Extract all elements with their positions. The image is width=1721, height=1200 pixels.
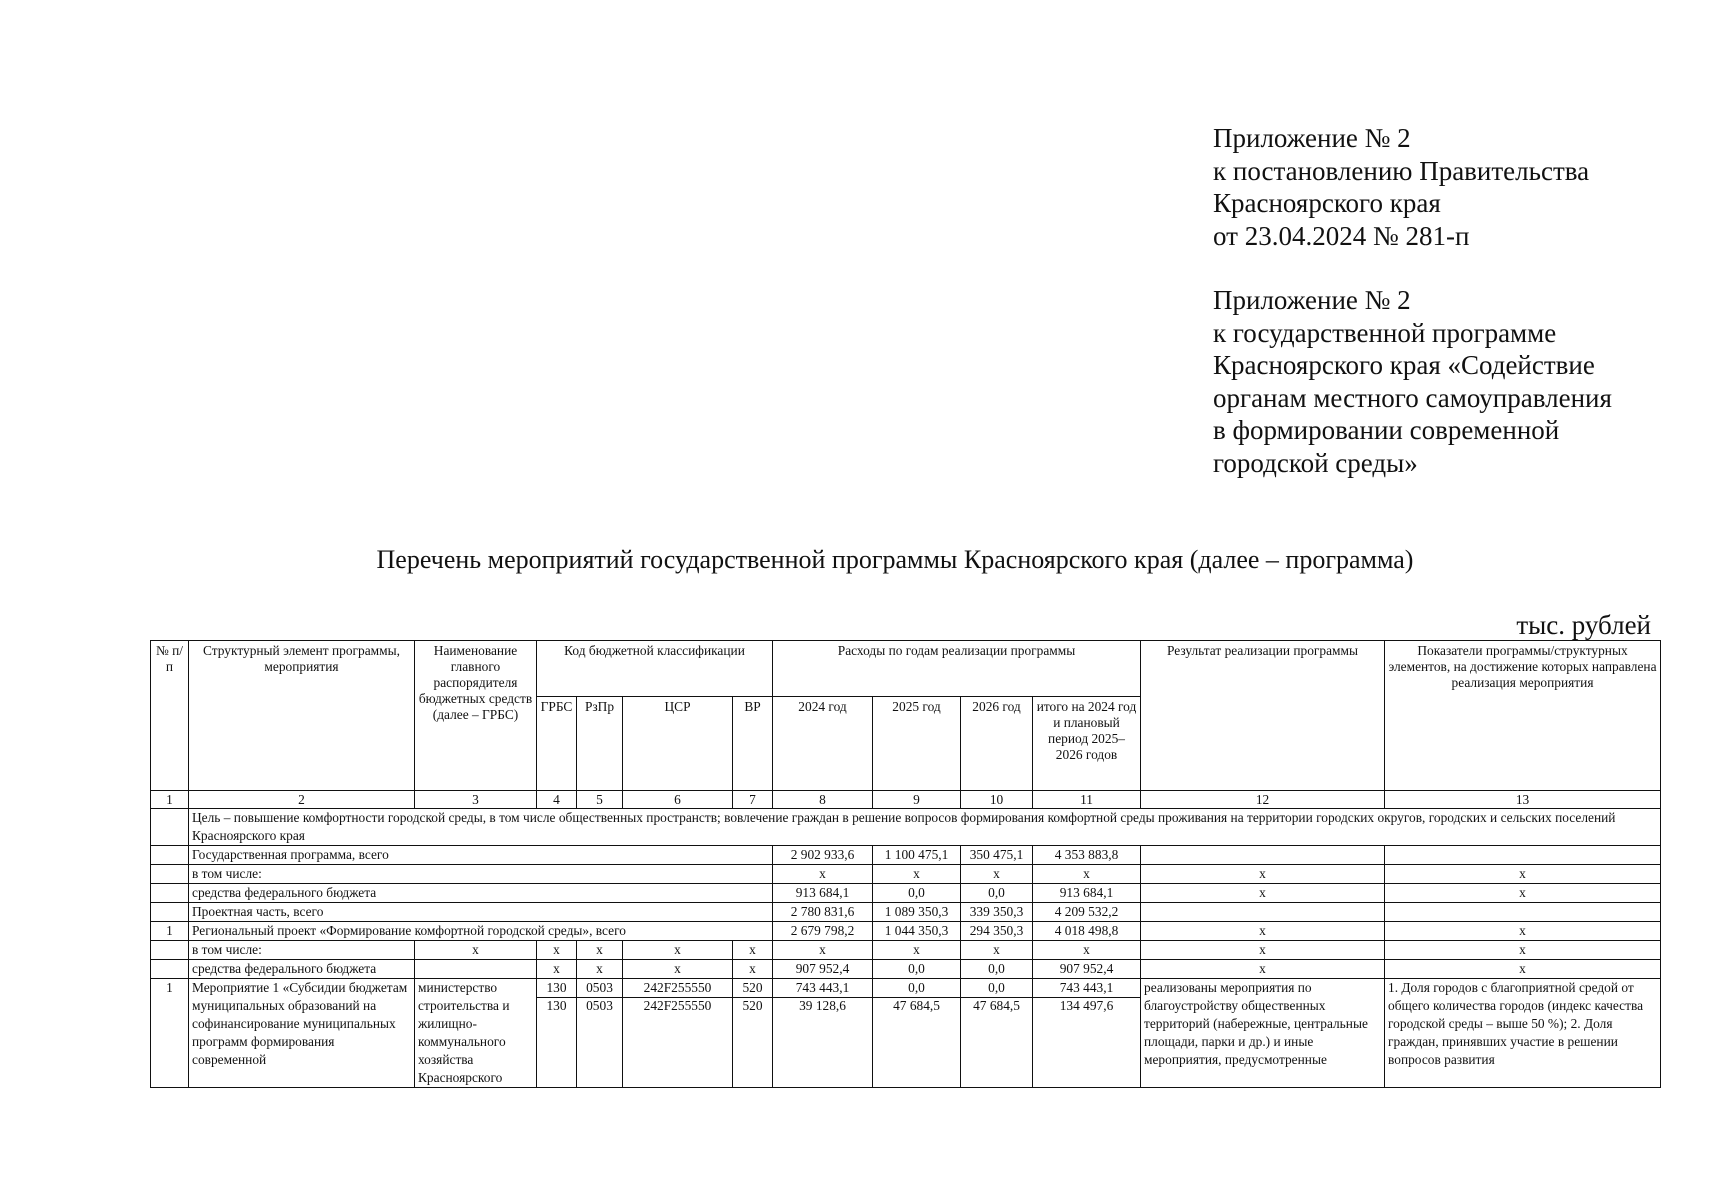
header-vr: ВР	[733, 697, 773, 791]
appendix-line: к государственной программе	[1213, 317, 1557, 348]
value-total: 4 209 532,2	[1033, 903, 1141, 922]
row-num	[151, 884, 189, 903]
goal-row	[151, 809, 1661, 846]
value-2026: x	[961, 865, 1033, 884]
value-result: x	[1141, 922, 1385, 941]
header-element: Структурный элемент программы, мероприятия	[189, 641, 415, 791]
table-row	[151, 884, 1661, 903]
appendix-line: органам местного самоуправления	[1213, 382, 1612, 413]
value-2024: 913 684,1	[773, 884, 873, 903]
value-total: 907 952,4	[1033, 960, 1141, 979]
column-number: 9	[873, 791, 961, 809]
value-2024: 907 952,4	[773, 960, 873, 979]
value-2024: 2 902 933,6	[773, 846, 873, 865]
value-csr: x	[623, 960, 733, 979]
column-number: 6	[623, 791, 733, 809]
row-num	[151, 941, 189, 960]
table-row	[151, 941, 1661, 960]
value-2025: 1 044 350,3	[873, 922, 961, 941]
header-row	[151, 641, 1661, 697]
value-2026: 0,0	[961, 960, 1033, 979]
row-label: средства федерального бюджета	[189, 960, 415, 979]
value-indicators: x	[1385, 884, 1661, 903]
value-2024: x	[773, 941, 873, 960]
value-result: x	[1141, 884, 1385, 903]
value-total: 4 018 498,8	[1033, 922, 1141, 941]
header-total: итого на 2024 год и плановый период 2025–2026 годов	[1033, 697, 1141, 791]
value-csr: x	[623, 941, 733, 960]
column-number: 7	[733, 791, 773, 809]
event-total: 134 497,6	[1033, 998, 1141, 1088]
value-total: 913 684,1	[1033, 884, 1141, 903]
value-grbs: x	[537, 941, 577, 960]
value-2025: 0,0	[873, 960, 961, 979]
appendix-line: в формировании современной	[1213, 415, 1560, 445]
value-2024: 2 780 831,6	[773, 903, 873, 922]
header-grbs-name: Наименование главного распорядителя бюджетных средств (далее – ГРБС)	[415, 641, 537, 791]
value-total: 4 353 883,8	[1033, 846, 1141, 865]
appendix-line: городской среды»	[1213, 447, 1418, 478]
document-title: Перечень мероприятий государственной программы Красноярского края (далее – программа)	[376, 545, 1414, 574]
event-rzpr: 0503	[577, 979, 623, 998]
value-grbs-name: x	[415, 941, 537, 960]
value-vr: x	[733, 960, 773, 979]
value-total: x	[1033, 865, 1141, 884]
units-label: тыс. рублей	[1516, 610, 1651, 640]
event-row-line-1	[151, 979, 1661, 998]
value-2025: x	[873, 941, 961, 960]
column-number: 12	[1141, 791, 1385, 809]
event-result: реализованы мероприятия по благоустройству общественных территорий (набережные, центральные площади, парки и др.) и иные мероприятия, предусмотренные	[1141, 979, 1385, 1088]
value-indicators: x	[1385, 922, 1661, 941]
value-result	[1141, 903, 1385, 922]
activities-table	[150, 640, 1661, 1088]
value-indicators	[1385, 903, 1661, 922]
row-label: Региональный проект «Формирование комфортной городской среды», всего	[189, 922, 773, 941]
goal-num-cell	[151, 809, 189, 846]
table-row	[151, 960, 1661, 979]
event-vr: 520	[733, 979, 773, 998]
event-grbs: 130	[537, 979, 577, 998]
event-2026: 47 684,5	[961, 998, 1033, 1088]
row-num	[151, 903, 189, 922]
column-number: 10	[961, 791, 1033, 809]
value-grbs: x	[537, 960, 577, 979]
row-label: Проектная часть, всего	[189, 903, 773, 922]
event-label: Мероприятие 1 «Субсидии бюджетам муниципальных образований на софинансирование муниципальных программ формирования современной	[189, 979, 415, 1088]
event-csr: 242F255550	[623, 979, 733, 998]
value-2026: 0,0	[961, 884, 1033, 903]
goal-text: Цель – повышение комфортности городской среды, в том числе общественных пространств; вовлечение граждан в решение вопросов формирования комфортной среды проживания на территории городских округов, городских и сельских поселений Красноярского края	[189, 809, 1661, 846]
header-result: Результат реализации программы	[1141, 641, 1385, 791]
value-vr: x	[733, 941, 773, 960]
column-numbers-row	[151, 791, 1661, 809]
event-grbs-name: министерство строительства и жилищно-коммунального хозяйства Красноярского	[415, 979, 537, 1088]
value-2025: 1 100 475,1	[873, 846, 961, 865]
table-row	[151, 903, 1661, 922]
value-indicators: x	[1385, 865, 1661, 884]
event-2024: 743 443,1	[773, 979, 873, 998]
event-num: 1	[151, 979, 189, 1088]
column-number: 4	[537, 791, 577, 809]
column-number: 11	[1033, 791, 1141, 809]
value-2025: 1 089 350,3	[873, 903, 961, 922]
appendix-line: Красноярского края «Содействие	[1213, 350, 1595, 380]
event-total: 743 443,1	[1033, 979, 1141, 998]
column-number: 13	[1385, 791, 1661, 809]
header-csr: ЦСР	[623, 697, 733, 791]
value-2024: 2 679 798,2	[773, 922, 873, 941]
value-indicators: x	[1385, 960, 1661, 979]
appendix-line: Приложение № 2	[1213, 123, 1411, 153]
appendix-line: к постановлению Правительства	[1213, 155, 1590, 186]
header-indicators: Показатели программы/структурных элементов, на достижение которых направлена реализация мероприятия	[1385, 641, 1661, 791]
table-row	[151, 865, 1661, 884]
event-2024: 39 128,6	[773, 998, 873, 1088]
column-number: 8	[773, 791, 873, 809]
header-2025: 2025 год	[873, 697, 961, 791]
value-rzpr: x	[577, 941, 623, 960]
event-indicators: 1. Доля городов с благоприятной средой от общего количества городов (индекс качества городской среды – выше 50 %); 2. Доля граждан, принявших участие в решении вопросов развития	[1385, 979, 1661, 1088]
appendix-resolution-block	[1213, 122, 1693, 252]
row-label: средства федерального бюджета	[189, 884, 773, 903]
header-budget-code: Код бюджетной классификации	[537, 641, 773, 697]
value-result: x	[1141, 960, 1385, 979]
header-grbs: ГРБС	[537, 697, 577, 791]
header-expenses: Расходы по годам реализации программы	[773, 641, 1141, 697]
value-2025: 0,0	[873, 884, 961, 903]
value-indicators	[1385, 846, 1661, 865]
event-2026: 0,0	[961, 979, 1033, 998]
appendix-line: Приложение № 2	[1213, 285, 1411, 315]
row-num: 1	[151, 922, 189, 941]
table-row	[151, 846, 1661, 865]
column-number: 3	[415, 791, 537, 809]
value-result	[1141, 846, 1385, 865]
value-2025: x	[873, 865, 961, 884]
header-2026: 2026 год	[961, 697, 1033, 791]
appendix-program-block	[1213, 284, 1693, 479]
header-rzpr: РзПр	[577, 697, 623, 791]
value-2026: 350 475,1	[961, 846, 1033, 865]
appendix-line: Красноярского края	[1213, 188, 1441, 218]
value-grbs-name	[415, 960, 537, 979]
event-vr: 520	[733, 998, 773, 1088]
event-grbs: 130	[537, 998, 577, 1088]
event-2025: 47 684,5	[873, 998, 961, 1088]
value-indicators: x	[1385, 941, 1661, 960]
value-rzpr: x	[577, 960, 623, 979]
row-num	[151, 960, 189, 979]
row-label: в том числе:	[189, 865, 773, 884]
value-result: x	[1141, 941, 1385, 960]
event-csr: 242F255550	[623, 998, 733, 1088]
row-num	[151, 846, 189, 865]
value-2026: 294 350,3	[961, 922, 1033, 941]
row-label: Государственная программа, всего	[189, 846, 773, 865]
header-num: № п/п	[151, 641, 189, 791]
appendix-line: от 23.04.2024 № 281-п	[1213, 220, 1470, 251]
column-number: 1	[151, 791, 189, 809]
event-2025: 0,0	[873, 979, 961, 998]
value-2026: x	[961, 941, 1033, 960]
column-number: 2	[189, 791, 415, 809]
value-2024: x	[773, 865, 873, 884]
row-num	[151, 865, 189, 884]
table-row	[151, 922, 1661, 941]
row-label: в том числе:	[189, 941, 415, 960]
value-2026: 339 350,3	[961, 903, 1033, 922]
event-rzpr: 0503	[577, 998, 623, 1088]
value-result: x	[1141, 865, 1385, 884]
header-2024: 2024 год	[773, 697, 873, 791]
column-number: 5	[577, 791, 623, 809]
value-total: x	[1033, 941, 1141, 960]
